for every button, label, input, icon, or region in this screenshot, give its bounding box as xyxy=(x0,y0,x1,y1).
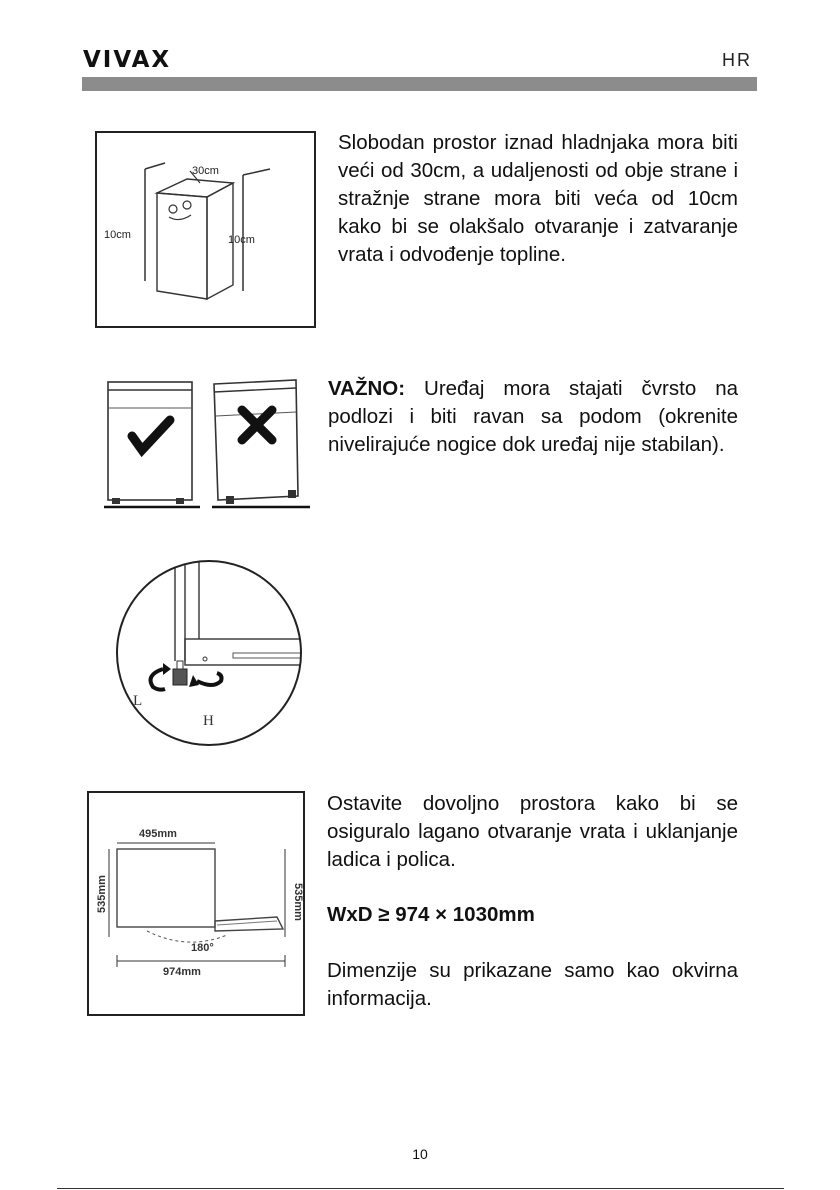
important-body: Uređaj mora stajati čvrsto na podlozi i biti ravan sa podom (okrenite nivelirajuće nogice dok uređaj nije stabilan). xyxy=(328,377,738,456)
important-text xyxy=(328,375,738,459)
page-number: 10 xyxy=(412,1146,428,1162)
clearance-right-label: 10cm xyxy=(228,234,255,246)
footer-line xyxy=(57,1188,784,1189)
door-space-text: Ostavite dovoljno prostora kako bi se osiguralo lagano otvaranje vrata i uklanjanje ladica i polica. xyxy=(327,792,738,871)
dimension-formula: WxD ≥ 974 × 1030mm xyxy=(327,903,535,926)
header-bar xyxy=(82,77,757,91)
language-code: HR xyxy=(722,50,752,70)
brand-logo: VIVAX xyxy=(83,47,172,73)
leveling-foot-diagram xyxy=(109,557,309,749)
width-label: 495mm xyxy=(139,828,177,840)
clearance-left-label: 10cm xyxy=(104,229,131,241)
leveling-comparison-diagram xyxy=(102,372,314,512)
check-icon xyxy=(132,420,170,450)
door-dimensions-diagram xyxy=(87,791,306,1017)
total-width-label: 974mm xyxy=(163,966,201,978)
cross-icon xyxy=(242,410,272,440)
dimension-note: Dimenzije su prikazane samo kao okvirna informacija. xyxy=(327,959,738,1010)
clearance-text: Slobodan prostor iznad hladnjaka mora biti veći od 30cm, a udaljenosti od obje strane i stražnje strane mora biti veća od 10cm kako bi se olakšalo otvaranje i zatvaranje vrata i odvođenje topline. xyxy=(338,131,738,266)
clearance-diagram xyxy=(95,131,317,329)
depth-left-label: 535mm xyxy=(96,875,108,913)
important-label: VAŽNO: xyxy=(328,377,406,400)
leveling-left-label: L xyxy=(133,693,143,709)
angle-label: 180° xyxy=(191,942,214,954)
depth-right-label: 535mm xyxy=(292,883,304,921)
leveling-right-label: H xyxy=(203,713,214,729)
clearance-top-label: 30cm xyxy=(192,165,219,177)
